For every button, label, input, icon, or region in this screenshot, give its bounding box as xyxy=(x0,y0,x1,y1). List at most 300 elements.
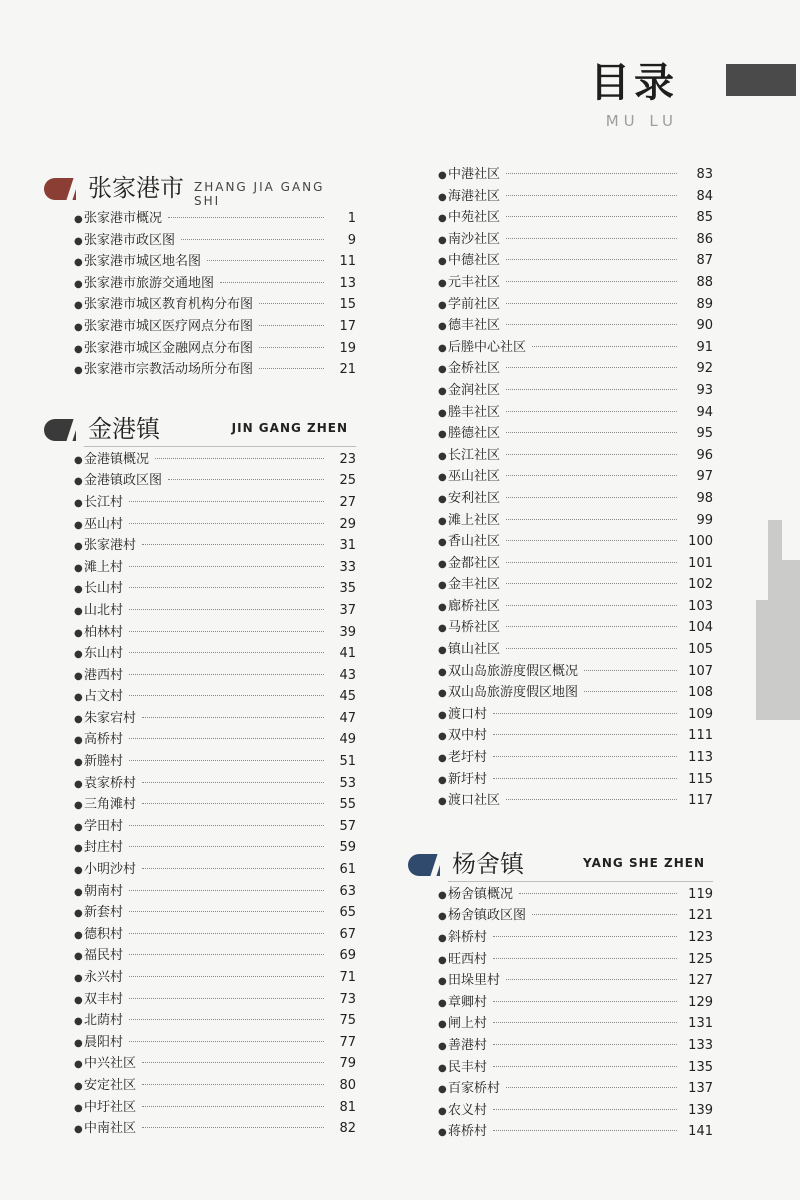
toc-entry[interactable] xyxy=(408,380,713,402)
dot-leader xyxy=(129,587,324,588)
toc-entry[interactable] xyxy=(44,294,356,316)
toc-entry-page-number: 88 xyxy=(696,274,713,290)
dot-leader xyxy=(181,239,324,240)
bullet-icon: ● xyxy=(438,645,447,657)
toc-entry[interactable] xyxy=(408,423,713,445)
dot-leader xyxy=(506,605,677,606)
toc-entry-page-number: 123 xyxy=(688,930,713,945)
dot-leader xyxy=(506,259,677,260)
toc-entry[interactable] xyxy=(408,164,713,186)
toc-entry[interactable] xyxy=(44,1032,356,1054)
toc-entry-label: 巫山社区 xyxy=(448,469,501,485)
bullet-icon: ● xyxy=(438,623,447,635)
bullet-icon: ● xyxy=(74,627,83,639)
toc-entry[interactable] xyxy=(408,747,713,769)
dot-leader xyxy=(168,479,324,480)
bullet-icon: ● xyxy=(438,1105,447,1117)
toc-entry-label: 斜桥村 xyxy=(448,930,488,945)
toc-entry[interactable] xyxy=(408,992,713,1014)
toc-entry-label: 中南社区 xyxy=(84,1121,137,1137)
dot-leader xyxy=(506,173,677,174)
toc-entry[interactable] xyxy=(44,816,356,838)
toc-entry-label: 中港社区 xyxy=(448,167,501,182)
toc-entry[interactable] xyxy=(408,294,713,316)
bullet-icon: ● xyxy=(74,908,83,920)
bullet-icon: ● xyxy=(438,1062,447,1074)
toc-entry[interactable] xyxy=(44,1118,356,1140)
toc-entry[interactable] xyxy=(408,315,713,337)
toc-entry-label: 朱家宕村 xyxy=(84,710,137,726)
bullet-icon: ● xyxy=(74,235,83,247)
dot-leader xyxy=(142,717,324,718)
dot-leader xyxy=(129,911,324,912)
bullet-icon: ● xyxy=(438,170,447,181)
dot-leader xyxy=(506,626,677,627)
toc-entry[interactable] xyxy=(44,316,356,338)
dot-leader xyxy=(506,454,677,455)
dot-leader xyxy=(584,691,677,692)
toc-entry[interactable] xyxy=(44,794,356,816)
toc-entry-label: 章卿村 xyxy=(448,994,488,1010)
toc-entry[interactable] xyxy=(44,359,356,381)
toc-entry-page-number: 93 xyxy=(696,382,713,398)
toc-entry[interactable] xyxy=(44,708,356,730)
toc-entry-label: 张家港村 xyxy=(84,538,137,554)
dot-leader xyxy=(129,609,324,610)
toc-entry-label: 安定社区 xyxy=(84,1077,137,1093)
toc-entry-label: 袁家桥村 xyxy=(84,775,137,791)
bullet-icon: ● xyxy=(74,321,83,333)
section-title-zh: 张家港市 xyxy=(88,174,184,202)
toc-entry-label: 后塍中心社区 xyxy=(448,339,527,355)
toc-entry[interactable] xyxy=(408,1057,713,1079)
toc-entry[interactable] xyxy=(408,337,713,359)
dot-leader xyxy=(506,238,677,239)
dot-leader xyxy=(506,497,677,498)
toc-entry-page-number: 59 xyxy=(339,840,356,856)
toc-entry[interactable] xyxy=(44,1075,356,1097)
bullet-icon: ● xyxy=(74,365,83,377)
toc-entry-label: 镇山社区 xyxy=(448,642,501,658)
toc-entry[interactable] xyxy=(408,553,713,575)
toc-entry[interactable] xyxy=(44,665,356,687)
toc-entry-label: 学田村 xyxy=(84,818,124,834)
toc-entry[interactable] xyxy=(408,445,713,467)
toc-entry[interactable] xyxy=(44,773,356,795)
bullet-icon: ● xyxy=(438,493,447,505)
section-title-en: YANG SHE ZHEN xyxy=(583,855,705,870)
bullet-icon: ● xyxy=(438,774,447,786)
toc-entry-page-number: 108 xyxy=(688,685,713,701)
dot-leader xyxy=(506,195,677,196)
toc-entry-page-number: 109 xyxy=(688,706,713,722)
toc-entry[interactable] xyxy=(44,1010,356,1032)
toc-entry-page-number: 45 xyxy=(339,689,356,705)
dot-leader xyxy=(129,954,324,955)
toc-entry-page-number: 113 xyxy=(688,750,713,766)
toc-entry-label: 山北村 xyxy=(84,602,124,618)
toc-entry[interactable] xyxy=(44,230,356,252)
toc-entry-page-number: 91 xyxy=(696,339,713,355)
toc-entry-page-number: 98 xyxy=(696,490,713,506)
bullet-icon: ● xyxy=(74,865,83,877)
toc-entry[interactable] xyxy=(408,1121,713,1143)
toc-entry[interactable] xyxy=(408,1013,713,1035)
toc-entry[interactable] xyxy=(408,402,713,424)
toc-entry-page-number: 127 xyxy=(688,973,713,989)
toc-entry-label: 农义村 xyxy=(448,1102,488,1118)
bullet-icon: ● xyxy=(438,731,447,743)
toc-entry-page-number: 63 xyxy=(339,883,356,899)
toc-entry-label: 新塍村 xyxy=(84,754,124,770)
toc-entry-label: 双山岛旅游度假区地图 xyxy=(448,685,579,701)
toc-entry[interactable] xyxy=(44,643,356,665)
bullet-icon: ● xyxy=(74,973,83,984)
bullet-icon: ● xyxy=(74,1080,83,1092)
toc-entry[interactable] xyxy=(408,682,713,704)
toc-entry[interactable] xyxy=(44,535,356,557)
toc-entry[interactable] xyxy=(408,272,713,294)
toc-entry-label: 旺西村 xyxy=(448,951,488,967)
bullet-icon: ● xyxy=(74,778,83,790)
dot-leader xyxy=(532,914,677,915)
toc-entry[interactable] xyxy=(408,790,713,812)
toc-entry-page-number: 125 xyxy=(688,951,713,967)
toc-entry-label: 新套村 xyxy=(84,905,124,921)
toc-entry[interactable] xyxy=(44,273,356,295)
toc-entry-label: 安利社区 xyxy=(448,490,501,506)
bullet-icon: ● xyxy=(438,277,447,289)
bullet-icon: ● xyxy=(74,562,83,574)
bullet-icon: ● xyxy=(74,257,83,269)
toc-entry[interactable] xyxy=(44,600,356,622)
toc-entry[interactable] xyxy=(408,229,713,251)
toc-entry-page-number: 11 xyxy=(339,254,356,270)
dot-leader xyxy=(506,475,677,476)
section-divider xyxy=(84,446,356,447)
toc-entry-page-number: 15 xyxy=(339,297,356,313)
toc-entry-page-number: 99 xyxy=(696,512,713,528)
toc-entry-label: 元丰社区 xyxy=(448,274,501,290)
toc-entry-label: 中兴社区 xyxy=(84,1056,137,1072)
toc-entry-page-number: 133 xyxy=(688,1037,713,1053)
toc-entry[interactable] xyxy=(44,967,356,989)
toc-entry-label: 永兴村 xyxy=(84,970,124,985)
toc-entry[interactable] xyxy=(408,358,713,380)
dot-leader xyxy=(129,825,324,826)
toc-list-jingang-part1 xyxy=(44,449,356,1140)
bullet-icon: ● xyxy=(74,278,83,290)
dot-leader xyxy=(506,799,677,800)
toc-entry[interactable] xyxy=(44,729,356,751)
toc-entry-label: 塍丰社区 xyxy=(448,404,501,420)
toc-entry[interactable] xyxy=(408,661,713,683)
bullet-icon: ● xyxy=(74,519,83,531)
toc-entry-label: 小明沙村 xyxy=(84,862,137,878)
dot-leader xyxy=(129,998,324,999)
toc-entry-label: 善港村 xyxy=(448,1037,488,1053)
dot-leader xyxy=(493,1044,677,1045)
bullet-icon: ● xyxy=(74,343,83,355)
toc-entry-label: 长江村 xyxy=(84,494,124,510)
bullet-icon: ● xyxy=(438,558,447,570)
toc-entry-page-number: 37 xyxy=(339,602,356,618)
dot-leader xyxy=(259,303,324,304)
toc-entry[interactable] xyxy=(44,1097,356,1119)
dot-leader xyxy=(129,933,324,934)
bullet-icon: ● xyxy=(438,1084,447,1096)
dot-leader xyxy=(129,523,324,524)
toc-entry[interactable] xyxy=(44,686,356,708)
toc-entry-label: 北荫村 xyxy=(84,1013,124,1029)
toc-entry[interactable] xyxy=(408,704,713,726)
toc-entry-label: 塍德社区 xyxy=(448,426,501,442)
toc-entry-page-number: 104 xyxy=(688,620,713,636)
toc-entry-page-number: 39 xyxy=(339,624,356,640)
toc-entry[interactable] xyxy=(408,970,713,992)
bullet-icon: ● xyxy=(74,1102,83,1114)
dot-leader xyxy=(506,216,677,217)
toc-entry-page-number: 75 xyxy=(339,1013,356,1029)
toc-entry[interactable] xyxy=(44,251,356,273)
toc-entry-label: 柏林村 xyxy=(84,624,124,640)
toc-entry-label: 金港镇政区图 xyxy=(84,473,163,489)
toc-entry-page-number: 31 xyxy=(339,538,356,554)
toc-entry-label: 晨阳村 xyxy=(84,1034,124,1050)
bullet-icon: ● xyxy=(74,476,83,488)
toc-entry-page-number: 13 xyxy=(339,275,356,291)
toc-entry-label: 双山岛旅游度假区概况 xyxy=(448,663,579,679)
toc-entry-label: 香山社区 xyxy=(448,534,501,550)
dot-leader xyxy=(129,631,324,632)
toc-entry-label: 张家港市政区图 xyxy=(84,232,176,248)
toc-entry[interactable] xyxy=(44,470,356,492)
bullet-icon: ● xyxy=(438,256,447,268)
toc-entry[interactable] xyxy=(44,881,356,903)
toc-entry-page-number: 23 xyxy=(339,451,356,467)
toc-entry[interactable] xyxy=(408,466,713,488)
dot-leader xyxy=(129,674,324,675)
toc-entry-page-number: 86 xyxy=(696,231,713,247)
toc-entry[interactable] xyxy=(408,725,713,747)
dot-leader xyxy=(506,432,677,433)
toc-entry-label: 金都社区 xyxy=(448,555,501,571)
toc-entry-label: 南沙社区 xyxy=(448,231,501,247)
toc-entry-page-number: 65 xyxy=(339,905,356,921)
bullet-icon: ● xyxy=(438,976,447,988)
bullet-icon: ● xyxy=(438,666,447,678)
toc-entry[interactable] xyxy=(44,924,356,946)
toc-entry-page-number: 89 xyxy=(696,296,713,312)
toc-entry[interactable] xyxy=(408,207,713,229)
toc-entry[interactable] xyxy=(408,884,713,906)
toc-entry[interactable] xyxy=(408,250,713,272)
toc-entry-page-number: 1 xyxy=(347,211,356,226)
toc-entry-label: 长山村 xyxy=(84,581,124,597)
bullet-icon: ● xyxy=(438,889,447,901)
toc-entry-page-number: 57 xyxy=(339,818,356,834)
toc-entry-page-number: 55 xyxy=(339,797,356,813)
toc-entry-label: 德丰社区 xyxy=(448,318,501,334)
section-title-zh: 杨舍镇 xyxy=(452,849,524,878)
dot-leader xyxy=(506,1087,677,1088)
toc-entry-label: 金港镇概况 xyxy=(84,451,150,467)
dot-leader xyxy=(129,566,324,567)
toc-entry-page-number: 96 xyxy=(696,447,713,463)
bullet-icon: ● xyxy=(438,911,447,923)
toc-entry-label: 东山村 xyxy=(84,646,124,662)
toc-entry[interactable] xyxy=(44,449,356,471)
dot-leader xyxy=(155,458,324,459)
bullet-icon: ● xyxy=(74,605,83,617)
dot-leader xyxy=(129,652,324,653)
dot-leader xyxy=(129,738,324,739)
toc-entry-page-number: 67 xyxy=(339,926,356,942)
bullet-icon: ● xyxy=(438,472,447,484)
bullet-icon: ● xyxy=(74,713,83,725)
page-title-block xyxy=(590,58,678,130)
toc-entry-label: 海港社区 xyxy=(448,188,501,204)
dot-leader xyxy=(142,544,324,545)
toc-entry-label: 渡口社区 xyxy=(448,793,501,809)
toc-entry[interactable] xyxy=(44,338,356,360)
toc-entry-label: 金桥社区 xyxy=(448,361,501,377)
toc-entry[interactable] xyxy=(44,837,356,859)
dot-leader xyxy=(259,347,324,348)
toc-entry-label: 中苑社区 xyxy=(448,210,501,226)
toc-entry[interactable] xyxy=(44,208,356,230)
toc-entry-page-number: 25 xyxy=(339,473,356,489)
toc-entry[interactable] xyxy=(408,1100,713,1122)
toc-entry-label: 福民村 xyxy=(84,948,124,964)
toc-entry[interactable] xyxy=(44,945,356,967)
section-header-yangshe xyxy=(408,848,713,880)
toc-entry[interactable] xyxy=(408,596,713,618)
bullet-icon: ● xyxy=(74,1037,83,1049)
toc-entry-page-number: 43 xyxy=(339,667,356,683)
toc-entry[interactable] xyxy=(44,989,356,1011)
toc-entry[interactable] xyxy=(408,769,713,791)
section-title-zh: 金港镇 xyxy=(88,414,160,443)
toc-entry[interactable] xyxy=(408,617,713,639)
section-marker-icon xyxy=(44,178,76,200)
bullet-icon: ● xyxy=(438,688,447,700)
dot-leader xyxy=(129,890,324,891)
toc-entry-page-number: 105 xyxy=(688,642,713,658)
toc-entry[interactable] xyxy=(408,949,713,971)
bullet-icon: ● xyxy=(74,1059,83,1071)
toc-entry-page-number: 94 xyxy=(696,404,713,420)
toc-entry-page-number: 95 xyxy=(696,426,713,442)
bullet-icon: ● xyxy=(74,497,83,509)
toc-entry-label: 金润社区 xyxy=(448,382,501,398)
toc-entry[interactable] xyxy=(408,639,713,661)
toc-entry-page-number: 137 xyxy=(688,1081,713,1097)
dot-leader xyxy=(506,583,677,584)
toc-entry[interactable] xyxy=(44,557,356,579)
toc-entry-label: 双丰村 xyxy=(84,991,124,1007)
dot-leader xyxy=(493,778,677,779)
bullet-icon: ● xyxy=(438,796,447,808)
section-title-en: ZHANG JIA GANG SHI xyxy=(194,180,325,208)
toc-entry-page-number: 61 xyxy=(339,862,356,878)
toc-entry-page-number: 71 xyxy=(339,970,356,985)
bullet-icon: ● xyxy=(438,364,447,376)
bullet-icon: ● xyxy=(438,580,447,592)
toc-entry-page-number: 33 xyxy=(339,559,356,575)
toc-entry[interactable] xyxy=(408,531,713,553)
toc-entry-page-number: 119 xyxy=(688,886,713,902)
bullet-icon: ● xyxy=(74,886,83,898)
bullet-icon: ● xyxy=(438,753,447,765)
toc-entry-page-number: 85 xyxy=(696,210,713,226)
toc-entry[interactable] xyxy=(44,751,356,773)
toc-entry-page-number: 73 xyxy=(339,991,356,1007)
bullet-icon: ● xyxy=(74,735,83,747)
toc-entry-label: 学前社区 xyxy=(448,296,501,312)
toc-entry[interactable] xyxy=(408,186,713,208)
toc-entry-page-number: 77 xyxy=(339,1034,356,1050)
toc-entry[interactable] xyxy=(408,905,713,927)
toc-entry-label: 张家港市城区地名图 xyxy=(84,254,202,270)
bullet-icon: ● xyxy=(438,191,447,203)
toc-entry-page-number: 129 xyxy=(688,994,713,1010)
toc-entry-page-number: 83 xyxy=(696,167,713,182)
toc-entry[interactable] xyxy=(408,510,713,532)
bullet-icon: ● xyxy=(74,843,83,855)
dot-leader xyxy=(506,303,677,304)
toc-entry-page-number: 121 xyxy=(688,908,713,924)
toc-entry[interactable] xyxy=(408,488,713,510)
dot-leader xyxy=(142,1062,324,1063)
page-title: 目录 xyxy=(590,59,678,106)
toc-entry[interactable] xyxy=(44,1053,356,1075)
toc-entry[interactable] xyxy=(44,578,356,600)
toc-entry-label: 张家港市城区金融网点分布图 xyxy=(84,340,254,356)
dot-leader xyxy=(129,760,324,761)
toc-entry[interactable] xyxy=(44,622,356,644)
bullet-icon: ● xyxy=(74,951,83,963)
bullet-icon: ● xyxy=(438,429,447,441)
toc-entry-label: 蒋桥村 xyxy=(448,1124,488,1140)
toc-entry[interactable] xyxy=(44,492,356,514)
dot-leader xyxy=(259,325,324,326)
bullet-icon: ● xyxy=(438,537,447,549)
toc-entry[interactable] xyxy=(408,927,713,949)
bullet-icon: ● xyxy=(74,692,83,704)
toc-entry-label: 张家港市概况 xyxy=(84,211,163,226)
toc-entry-label: 马桥社区 xyxy=(448,620,501,636)
toc-entry[interactable] xyxy=(44,514,356,536)
toc-entry-label: 田垛里村 xyxy=(448,973,501,989)
toc-entry-label: 民丰村 xyxy=(448,1059,488,1075)
bullet-icon: ● xyxy=(74,1124,83,1136)
title-decoration-bar xyxy=(726,64,796,96)
toc-entry[interactable] xyxy=(408,574,713,596)
toc-entry[interactable] xyxy=(408,1035,713,1057)
toc-entry-page-number: 87 xyxy=(696,253,713,269)
dot-leader xyxy=(129,1019,324,1020)
dot-leader xyxy=(493,958,677,959)
toc-column-right xyxy=(408,164,713,1143)
dot-leader xyxy=(584,670,677,671)
toc-entry[interactable] xyxy=(44,859,356,881)
toc-entry[interactable] xyxy=(408,1078,713,1100)
toc-entry[interactable] xyxy=(44,902,356,924)
bullet-icon: ● xyxy=(74,929,83,941)
toc-entry-page-number: 90 xyxy=(696,318,713,334)
dot-leader xyxy=(493,1130,677,1131)
